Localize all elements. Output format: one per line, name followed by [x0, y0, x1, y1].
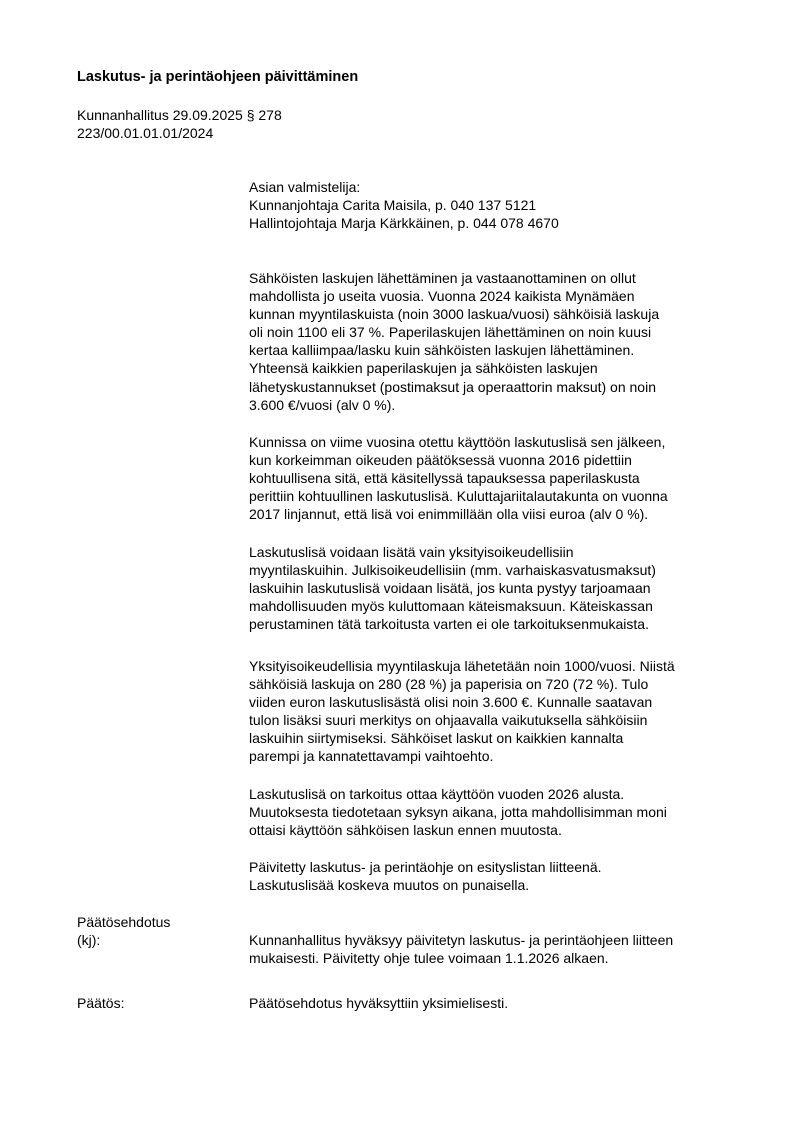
case-number: 223/00.01.01.01/2024: [77, 125, 214, 141]
paragraph-attachment-note: [249, 858, 602, 894]
proposal-line: Kunnanhallitus hyväksyy päivitetyn laskutus- ja perintäohjeen liitteen: [249, 932, 674, 948]
paragraph-line: Laskutuslisä on tarkoitus ottaa käyttöön vuoden 2026 alusta.: [249, 786, 625, 802]
paragraph-line: perittiin kohtuullinen laskutuslisä. Kuluttajariitalautakunta on vuonna: [249, 488, 668, 505]
paragraph-line: Kunnissa on viime vuosina otettu käyttöön laskutuslisä sen jälkeen,: [249, 434, 666, 450]
meeting-info: [77, 106, 282, 142]
paragraph-line: tulon lisäksi suuri merkitys on ohjaavalla vaikutuksella sähköisiin: [249, 712, 648, 729]
paragraph-line: mahdollista jo useita vuosia. Vuonna 2024 kaikista Mynämäen: [249, 288, 635, 305]
paragraph-line: Päivitetty laskutus- ja perintäohje on esityslistan liitteenä.: [249, 859, 602, 875]
paragraph-billing-fee-background: [249, 433, 668, 523]
paragraph-line: viiden euron laskutuslisästä olisi noin 3.600 €. Kunnalle saatavan: [249, 694, 653, 711]
paragraph-line: oli noin 1100 eli 37 %. Paperilaskujen lähettäminen on noin kuusi: [249, 324, 652, 341]
paragraph-invoice-figures: [249, 657, 675, 766]
paragraph-line: mahdollisuuden myös kuluttomaan käteismaksuun. Käteiskassan: [249, 598, 653, 615]
proposal-line: mukaisesti. Päivitetty ohje tulee voimaan 1.1.2026 alkaen.: [249, 950, 609, 967]
preparer-line: Kunnanjohtaja Carita Maisila, p. 040 137 5121: [249, 197, 537, 214]
paragraph-line: Muutoksesta tiedotetaan syksyn aikana, jotta mahdollisimman moni: [249, 804, 667, 821]
paragraph-line: kun korkeimman oikeuden päätöksessä vuonna 2016 pidettiin: [249, 452, 632, 469]
proposal-label-line: Päätösehdotus: [77, 914, 171, 930]
paragraph-implementation: [249, 785, 667, 839]
proposal-label: [77, 913, 170, 949]
decision-text: Päätösehdotus hyväksyttiin yksimielisesti.: [249, 995, 509, 1011]
paragraph-line: 2017 linjannut, että lisä voi enimmillään olla viisi euroa (alv 0 %).: [249, 506, 649, 523]
proposal-label-line: (kj):: [77, 932, 101, 948]
preparers-block: [249, 178, 559, 232]
paragraph-line: kunnan myyntilaskuista (noin 3000 laskua/vuosi) sähköisiä laskuja: [249, 306, 660, 323]
paragraph-line: parempi ja kannatettavampi vaihtoehto.: [249, 748, 494, 765]
meeting-line: Kunnanhallitus 29.09.2025 § 278: [77, 107, 282, 123]
paragraph-line: kohtuullisena sitä, että käsitellyssä tapauksessa paperilaskusta: [249, 470, 640, 487]
paragraph-line: laskuihin laskutuslisä voidaan lisätä, jos kunta pystyy tarjoamaan: [249, 580, 651, 597]
document-title: Laskutus- ja perintäohjeen päivittäminen: [77, 69, 359, 85]
paragraph-line: Laskutuslisä voidaan lisätä vain yksityisoikeudellisiin: [249, 544, 574, 560]
paragraph-line: perustaminen tätä tarkoitusta varten ei ole tarkoituksenmukaista.: [249, 616, 649, 633]
paragraph-billing-fee-scope: [249, 543, 656, 633]
paragraph-line: Yksityisoikeudellisia myyntilaskuja lähetetään noin 1000/vuosi. Niistä: [249, 658, 675, 674]
preparer-line: Hallintojohtaja Marja Kärkkäinen, p. 044 078 4670: [249, 215, 559, 232]
paragraph-line: sähköisiä laskuja on 280 (28 %) ja paperisia on 720 (72 %). Tulo: [249, 676, 649, 693]
preparers-heading: Asian valmistelija:: [249, 179, 361, 195]
paragraph-line: Laskutuslisää koskeva muutos on punaisella.: [249, 877, 530, 894]
paragraph-line: 3.600 €/vuosi (alv 0 %).: [249, 396, 396, 413]
paragraph-line: Yhteensä kaikkien paperilaskujen ja sähköisten laskujen: [249, 360, 598, 377]
paragraph-line: ottaisi käyttöön sähköisen laskun ennen muutosta.: [249, 822, 562, 839]
proposal-text: [249, 931, 673, 967]
paragraph-line: kertaa kalliimpaa/lasku kuin sähköisten laskujen lähettäminen.: [249, 342, 635, 359]
paragraph-line: myyntilaskuihin. Julkisoikeudellisiin (mm. varhaiskasvatusmaksut): [249, 562, 656, 579]
paragraph-electronic-invoicing: [249, 269, 659, 414]
paragraph-line: Sähköisten laskujen lähettäminen ja vastaanottaminen on ollut: [249, 270, 636, 286]
paragraph-line: lähetyskustannukset (postimaksut ja operaattorin maksut) on noin: [249, 378, 656, 395]
paragraph-line: laskuihin siirtymiseksi. Sähköiset laskut on kaikkien kannalta: [249, 730, 624, 747]
decision-label: Päätös:: [77, 995, 125, 1011]
